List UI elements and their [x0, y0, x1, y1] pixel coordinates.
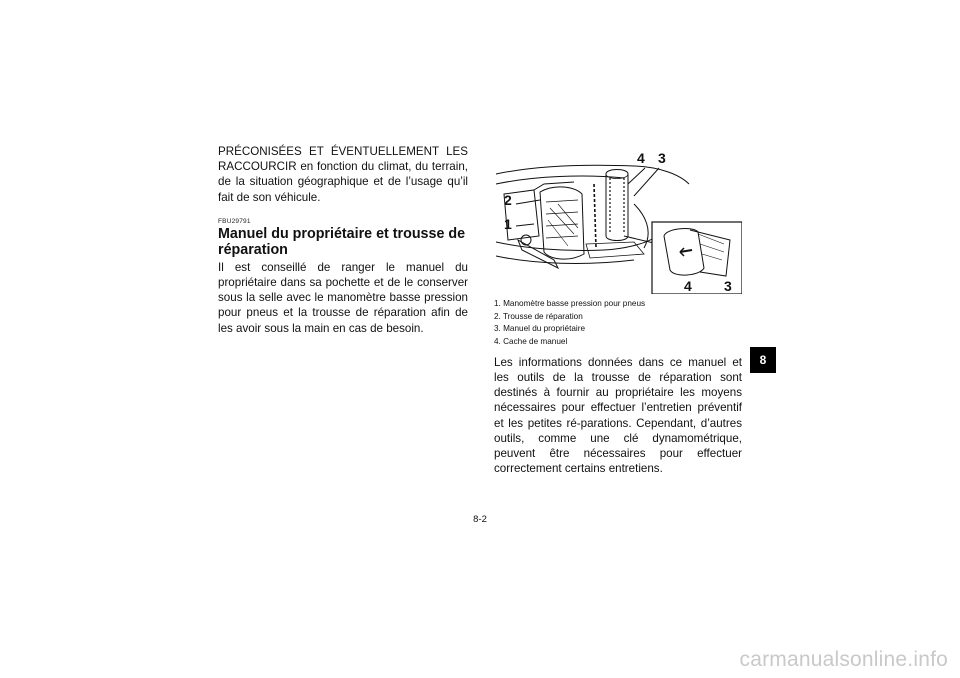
callout-3-main: 3: [658, 150, 666, 166]
callout-1: 1: [504, 216, 512, 232]
left-column: [218, 144, 468, 336]
watermark: carmanualsonline.info: [739, 648, 948, 671]
page-number: 8-2: [473, 514, 487, 525]
caption-item: 1. Manomètre basse pression pour pneus: [494, 299, 646, 308]
figure-captions: [494, 298, 742, 349]
callout-4-inset: 4: [684, 278, 692, 294]
callout-3-inset: 3: [724, 278, 732, 294]
callout-4-main: 4: [637, 150, 645, 166]
reference-code: FBU29791: [218, 217, 251, 225]
section-title: Manuel du propriétaire et trousse de réparation: [218, 225, 466, 258]
info-paragraph: Les informations données dans ce manuel et les outils de la trousse de réparation sont destinés à fournir au propriétaire les moyens nécessaires pour effectuer l’entretien préventif et les petites ré-parations. Cependant, d’autres outils, comme une clé dynamométrique, peuvent être nécessaires pour effectuer correctement certains entretiens.: [494, 355, 742, 476]
section-paragraph: Il est conseillé de ranger le manuel du propriétaire dans sa pochette et de le conserver sous la selle avec le manomètre basse pression pour pneus et la trousse de réparation afin de les avoir sous la main en cas de besoin.: [218, 260, 468, 335]
owners-manual-illustration: [494, 144, 742, 294]
chapter-tab: 8: [750, 347, 776, 373]
caption-item: 3. Manuel du propriétaire: [494, 324, 586, 334]
callout-2: 2: [504, 192, 512, 208]
caption-item: 4. Cache de manuel: [494, 337, 568, 347]
intro-paragraph: PRÉCONISÉES ET ÉVENTUELLEMENT LES RACCOURCIR en fonction du climat, du terrain, de la situation géographique et de l’usage qu’il fait de son véhicule.: [218, 145, 468, 204]
right-column: [494, 144, 742, 476]
seat-storage-drawing: [494, 144, 742, 294]
caption-item: 2. Trousse de réparation: [494, 311, 583, 321]
